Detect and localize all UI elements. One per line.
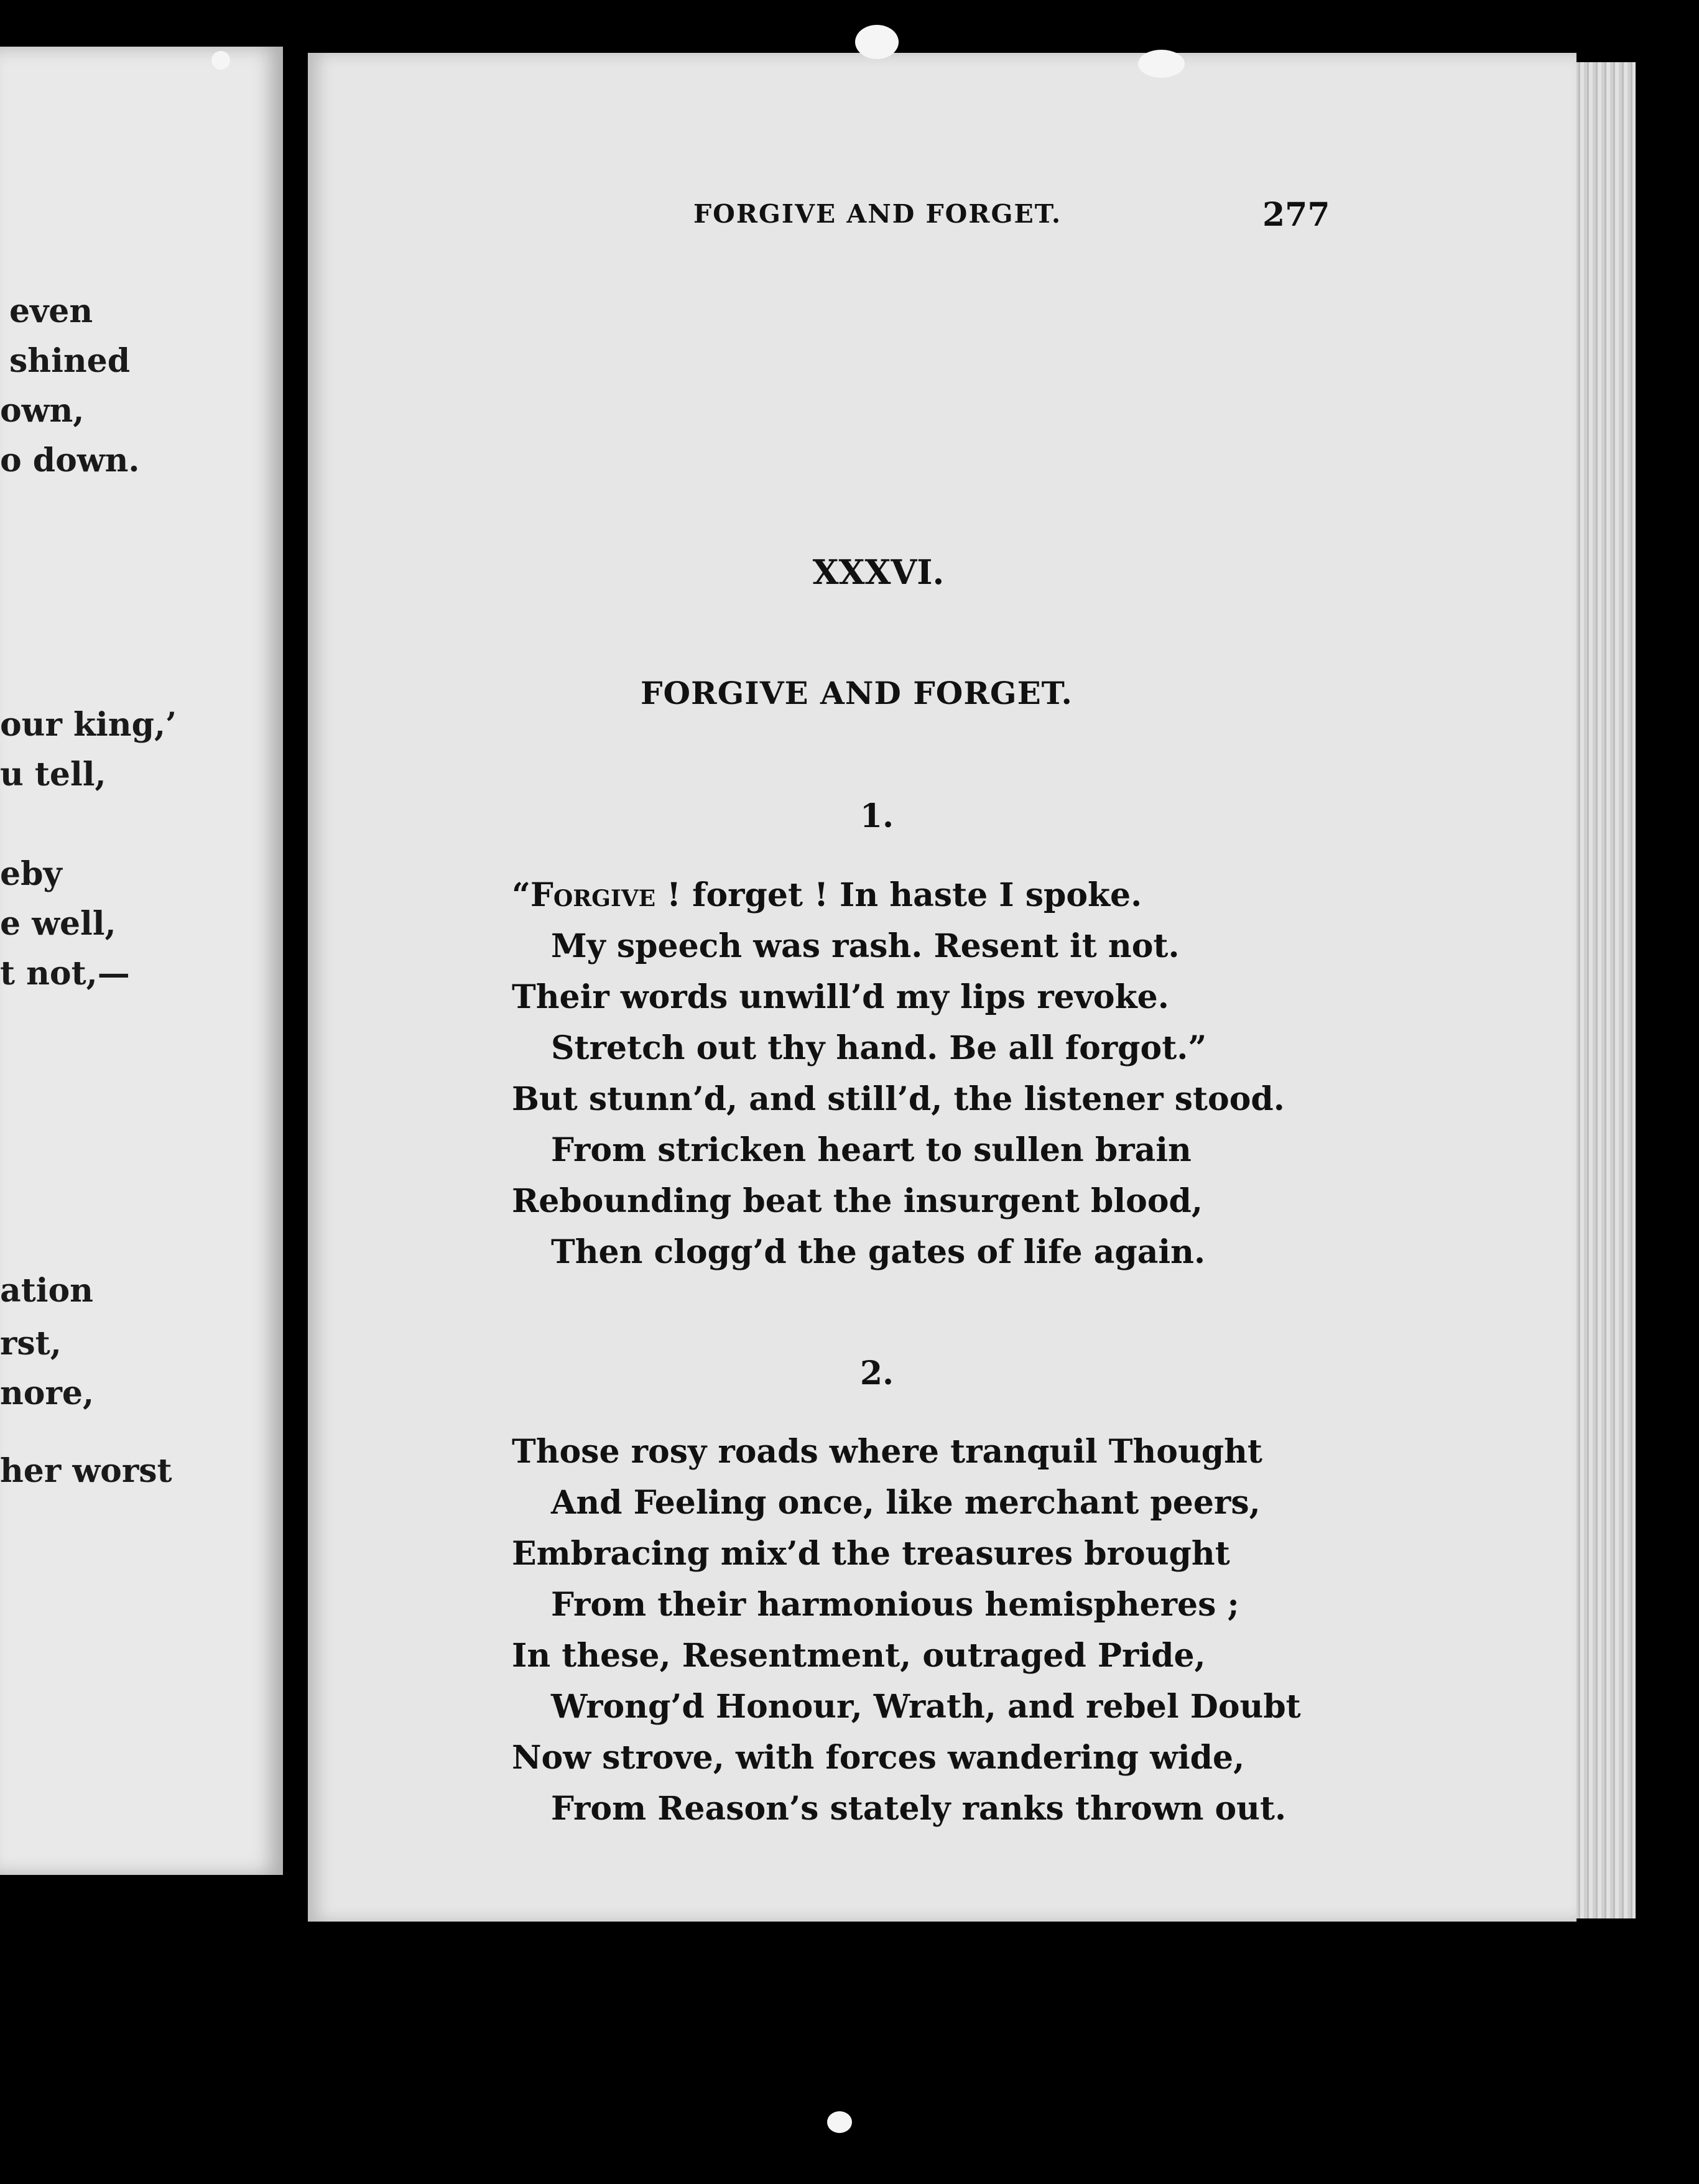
poem-line: From Reason’s stately ranks thrown out. bbox=[551, 1790, 1287, 1828]
poem-line: Stretch out thy hand. Be all forgot.” bbox=[551, 1029, 1207, 1067]
poem-title: FORGIVE AND FORGET. bbox=[641, 675, 1073, 711]
poem-line: And Feeling once, like merchant peers, bbox=[551, 1484, 1261, 1522]
poem-line: Embracing mix’d the treasures brought bbox=[512, 1535, 1230, 1573]
poem-line: Then clogg’d the gates of life again. bbox=[551, 1233, 1206, 1271]
stanza-number: 1. bbox=[859, 797, 894, 835]
left-fragment-line: eby bbox=[0, 855, 62, 893]
poem-line bbox=[512, 877, 1142, 914]
left-fragment-line: shined bbox=[9, 342, 131, 380]
left-fragment-line: even bbox=[9, 292, 93, 330]
poem-line: In these, Resentment, outraged Pride, bbox=[512, 1637, 1206, 1675]
left-fragment-line: u tell, bbox=[0, 756, 106, 794]
left-fragment-line: rst, bbox=[0, 1325, 62, 1363]
left-fragment-line: own, bbox=[0, 392, 85, 430]
poem-line: My speech was rash. Resent it not. bbox=[551, 927, 1180, 965]
left-fragment-line: ation bbox=[0, 1272, 93, 1310]
left-fragment-line: t not,— bbox=[0, 955, 130, 993]
poem-line-rest: ! forget ! In haste I spoke. bbox=[655, 876, 1142, 914]
poem-line: From their harmonious hemispheres ; bbox=[551, 1586, 1239, 1624]
book-gutter bbox=[283, 47, 308, 1887]
left-fragment-line: our king,’ bbox=[0, 706, 177, 744]
left-fragment-line: e well, bbox=[0, 905, 116, 943]
poem-line: From stricken heart to sullen brain bbox=[551, 1131, 1192, 1169]
poem-line: Now strove, with forces wandering wide, bbox=[512, 1739, 1245, 1777]
poem-line: But stunn’d, and still’d, the listener stood. bbox=[512, 1080, 1285, 1118]
opening-word: Forgive bbox=[530, 876, 656, 914]
stanza-number: 2. bbox=[859, 1354, 894, 1392]
running-head: FORGIVE AND FORGET. bbox=[693, 199, 1062, 229]
facing-page-fragment bbox=[0, 47, 283, 1875]
dust-speck bbox=[1138, 50, 1185, 78]
page-number: 277 bbox=[1262, 196, 1330, 234]
chapter-number: XXXVI. bbox=[812, 552, 945, 592]
page-edge-shadow bbox=[1636, 62, 1699, 1918]
left-fragment-line: o down. bbox=[0, 442, 140, 479]
poem-line: Those rosy roads where tranquil Thought bbox=[512, 1433, 1262, 1471]
poem-line: Rebounding beat the insurgent blood, bbox=[512, 1182, 1203, 1220]
left-fragment-line: nore, bbox=[0, 1374, 95, 1412]
dust-speck bbox=[855, 25, 899, 59]
poem-line: Their words unwill’d my lips revoke. bbox=[512, 978, 1169, 1016]
dust-speck bbox=[827, 2111, 852, 2133]
poem-line: Wrong’d Honour, Wrath, and rebel Doubt bbox=[551, 1688, 1301, 1726]
dust-speck bbox=[211, 51, 230, 70]
left-fragment-line: her worst bbox=[0, 1452, 172, 1490]
opening-quote: “ bbox=[512, 876, 530, 914]
